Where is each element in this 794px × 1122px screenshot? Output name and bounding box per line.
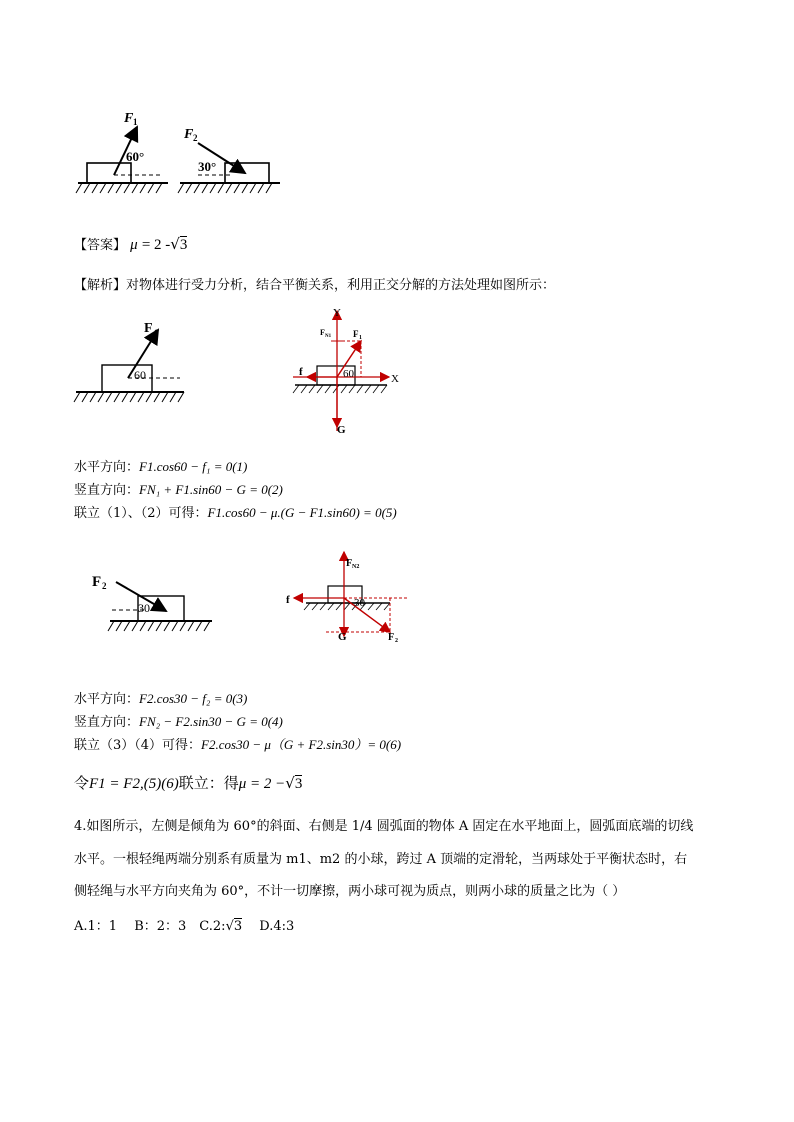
- f2-sub: 2: [193, 133, 198, 143]
- eq1-line3-label: 联立（1）、（2）可得：: [74, 506, 208, 521]
- fig2-left-f: F: [92, 574, 102, 590]
- answer-eq: = 2 -: [141, 237, 171, 253]
- fig1-left-f: F: [144, 321, 153, 336]
- question-line2: 水平。一根轻绳两端分别系有质量为 m1、m2 的小球，跨过 A 顶端的定滑轮，当两球处于平衡状态时，右: [74, 852, 688, 867]
- eq2-line1-label: 水平方向：: [74, 692, 140, 707]
- eq1-line1-math: F1.cos60 − f₁ = 0(1): [139, 459, 248, 474]
- question-line1: 4.如图所示，左侧是倾角为 60°的斜面、右侧是 1/4 圆弧面的物体 A 固定在水平地面上，圆弧面底端的切线: [74, 819, 694, 834]
- eq2-line1-math: F2.cos30 − f₂ = 0(3): [139, 691, 248, 706]
- f2-label: F: [184, 127, 194, 142]
- f1-decomposition-figure: [285, 305, 415, 435]
- fig2-left-sub: 2: [102, 581, 107, 591]
- fig1-g-label: G: [337, 424, 346, 435]
- fig2-fn-sub: N2: [352, 564, 360, 570]
- angle-60: 60°: [126, 149, 145, 164]
- conclusion-math1: F1 = F2,(5)(6): [89, 776, 179, 792]
- top-force-figure: [70, 105, 290, 200]
- f1-label: F: [124, 111, 134, 126]
- fig2-friction: f: [286, 594, 290, 606]
- f2-decomposition-figure: [280, 548, 420, 648]
- fig1-angle: 60: [343, 368, 354, 380]
- eq2-line2: [74, 711, 283, 730]
- conclusion-sqrt-arg: 3: [294, 776, 303, 792]
- fig1-f-label: F: [353, 329, 359, 339]
- conclusion-mid: 联立：得: [178, 774, 239, 792]
- fig2-f2-label: F: [388, 632, 395, 643]
- analysis-line: [74, 274, 555, 293]
- question-options: A.1：1 B：2：3 C.2:√3 D.4:3: [74, 919, 295, 934]
- eq2-line3-math: F2.cos30 − μ（G + F2.sin30）= 0(6): [201, 737, 402, 752]
- answer-sqrt-arg: 3: [179, 237, 188, 253]
- eq2-line2-math: FN₂ − F2.sin30 − G = 0(4): [139, 714, 283, 729]
- question-line3: 侧轻绳与水平方向夹角为 60°，不计一切摩擦，两小球可视为质点，则两小球的质量之比为（ ）: [74, 884, 626, 899]
- f1-sub: 1: [133, 117, 138, 127]
- eq1-line3: [74, 502, 397, 521]
- conclusion-line: 令F1 = F2,(5)(6)联立：得μ = 2 −√3: [74, 774, 303, 792]
- f2-block-figure: [86, 566, 216, 636]
- fig1-x-label: X: [391, 373, 399, 385]
- analysis-text: 对物体进行受力分析，结合平衡关系，利用正交分解的方法处理如图所示：: [126, 278, 556, 293]
- conclusion-math2: μ = 2 −: [238, 776, 286, 792]
- fig1-left-angle: 60: [134, 368, 146, 382]
- options-text: A.1：1 B：2：3 C.2:: [74, 919, 226, 934]
- answer-prefix: 【答案】: [74, 238, 127, 253]
- eq1-line2: [74, 479, 283, 498]
- option-d: D.4:3: [242, 919, 295, 934]
- fig1-f-sub: 1: [359, 335, 362, 341]
- analysis-prefix: 【解析】: [74, 278, 127, 293]
- eq2-line3-label: 联立（3）（4）可得：: [74, 738, 202, 753]
- angle-30: 30°: [198, 159, 217, 174]
- conclusion-lead: 令: [74, 774, 90, 792]
- fig1-left-sub: 1: [154, 328, 158, 337]
- fig1-fn-label: F: [320, 328, 325, 337]
- eq1-line1-label: 水平方向：: [74, 460, 140, 475]
- f1-block-figure: [72, 312, 192, 407]
- option-c-sqrt-arg: 3: [233, 919, 243, 934]
- eq2-line3: [74, 734, 401, 753]
- fig2-fn-label: F: [346, 558, 353, 569]
- eq1-line2-math: FN₁ + F1.sin60 − G = 0(2): [139, 482, 283, 497]
- eq2-line1: [74, 688, 247, 707]
- fig1-friction: f: [299, 366, 303, 378]
- answer-line: 【答案】 μ = 2 -√3: [74, 235, 188, 253]
- fig1-fn-sub: N1: [325, 334, 332, 339]
- eq2-line2-label: 竖直方向：: [74, 715, 140, 730]
- eq1-line3-math: F1.cos60 − μ.(G − F1.sin60) = 0(5): [207, 505, 397, 520]
- fig2-left-angle: 30: [138, 601, 150, 615]
- fig1-y-label: Y: [333, 307, 341, 319]
- fig2-f2-sub: 2: [395, 638, 398, 644]
- fig2-g-label: G: [338, 631, 347, 643]
- eq1-line2-label: 竖直方向：: [74, 483, 140, 498]
- eq1-line1: [74, 456, 247, 475]
- answer-mu: μ: [130, 237, 138, 253]
- fig2-angle: 30: [354, 597, 365, 609]
